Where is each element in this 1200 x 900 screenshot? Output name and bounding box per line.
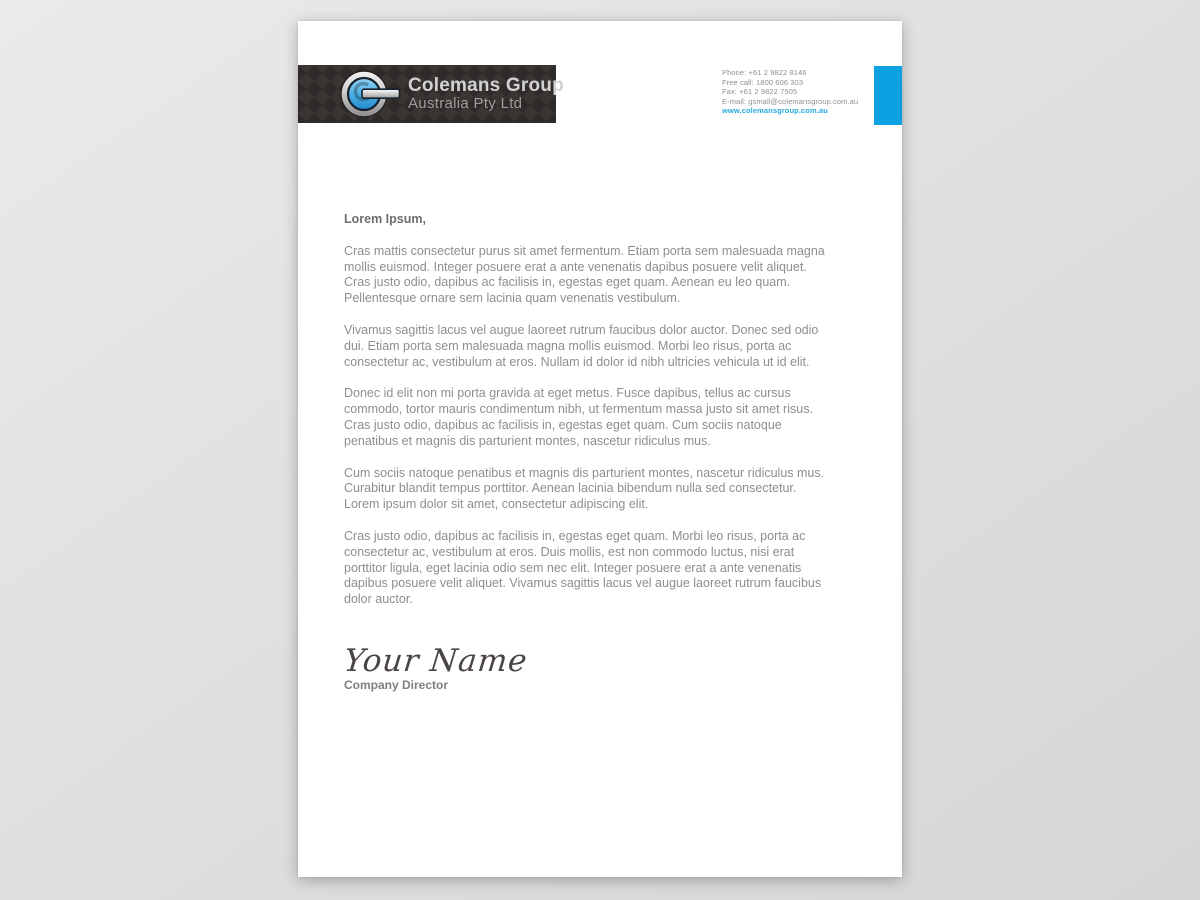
contact-freecall: Free call: 1800 606 303 [722, 77, 804, 87]
salutation: Lorem Ipsum, [344, 212, 426, 226]
letter-paragraph: Cum sociis natoque penatibus et magnis dis parturient montes, nascetur ridiculus mus. Curabitur blandit tempus porttitor. Aenean lacinia bibendum nulla sed consectetur. Lorem ipsum dolor sit amet, consectetur adipiscing elit. [344, 465, 825, 512]
contact-block [722, 68, 872, 116]
brand-text-block [408, 76, 564, 113]
letter-paragraph: Cras justo odio, dapibus ac facilisis in, egestas eget quam. Morbi leo risus, porta ac consectetur ac, vestibulum at eros. Duis mollis, est non commodo luctus, nisi erat porttitor ligula, eget lacinia odio sem nec elit. Integer posuere erat a ante venenatis dapibus posuere velit aliquet. Vivamus sagittis lacus vel augue laoreet rutrum faucibus dolor auctor. [344, 528, 822, 607]
letter-body [344, 212, 833, 694]
contact-fax: Fax: +61 2 9822 7505 [722, 87, 798, 97]
letterhead-page [298, 21, 902, 877]
contact-phone: Phone: +61 2 9822 8146 [722, 68, 807, 77]
letter-paragraph: Donec id elit non mi porta gravida at eget metus. Fusce dapibus, tellus ac cursus commodo, tortor mauris condimentum nibh, ut fermentum massa justo sit amet risus. Cras justo odio, dapibus ac facilisis in, egestas eget quam. Cum sociis natoque penatibus et magnis dis parturient montes, nascetur ridiculus mus. [344, 386, 813, 448]
company-logo-icon [340, 69, 402, 119]
company-name: Colemans Group [408, 74, 564, 96]
company-subtitle: Australia Pty Ltd [408, 95, 523, 113]
letter-paragraph: Vivamus sagittis lacus vel augue laoreet rutrum faucibus dolor auctor. Donec sed odio dui. Etiam porta sem malesuada magna mollis euismod. Morbi leo risus, porta ac consectetur ac, vestibulum at eros. Nullam id dolor id nibh ultricies vehicula ut id elit. [344, 322, 819, 369]
signature-block [342, 642, 833, 694]
signature-title: Company Director [344, 677, 449, 692]
website-link[interactable]: www.colemansgroup.com.au [722, 106, 828, 116]
contact-email: E-mail: gsmall@colemansgroup.com.au [722, 96, 859, 106]
blue-accent-bar [874, 66, 902, 125]
letter-paragraph: Cras mattis consectetur purus sit amet fermentum. Etiam porta sem malesuada magna mollis euismod. Integer posuere erat a ante venenatis dapibus posuere velit aliquet. Cras justo odio, dapibus ac facilisis in, egestas eget quam. Aenean eu leo quam. Pellentesque ornare sem lacinia quam venenatis vestibulum. [344, 243, 825, 306]
signature-name: Your Name [342, 642, 530, 679]
header-brand-bar [298, 65, 564, 123]
